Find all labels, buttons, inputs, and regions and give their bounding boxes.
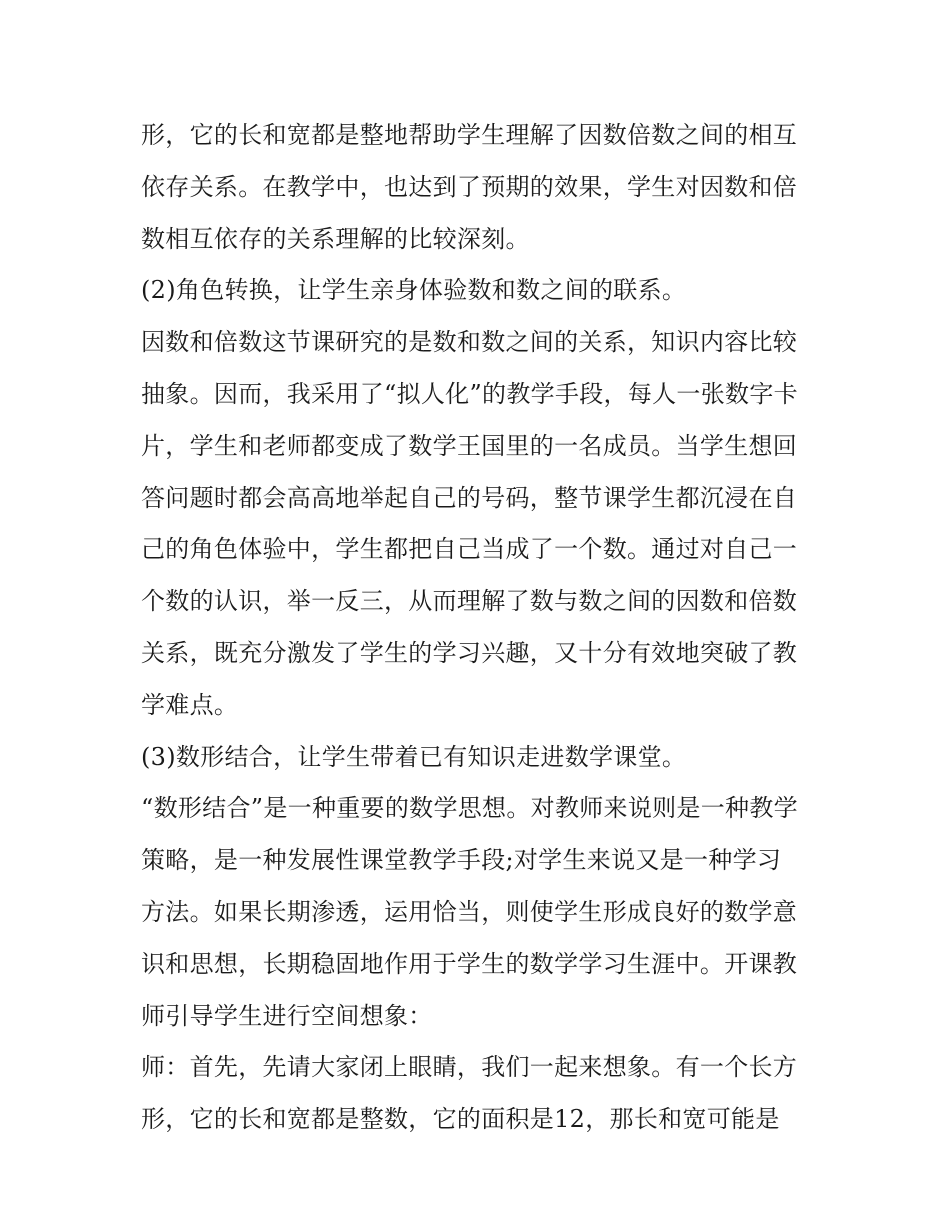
text-line: 个数的认识，举一反三，从而理解了数与数之间的因数和倍数	[141, 587, 798, 616]
text-line: 策略，是一种发展性课堂教学手段;对学生来说又是一种学习	[141, 846, 782, 875]
text-line: “数形结合”是一种重要的数学思想。对教师来说则是一种教学	[141, 794, 798, 823]
text-line: 学难点。	[141, 690, 239, 719]
text-line: 数相互依存的关系理解的比较深刻。	[141, 224, 530, 253]
text-line: 关系，既充分激发了学生的学习兴趣，又十分有效地突破了教	[141, 638, 798, 667]
text-line: 因数和倍数这节课研究的是数和数之间的关系，知识内容比较	[141, 328, 798, 357]
body-text	[141, 110, 821, 1146]
text-line: 答问题时都会高高地举起自己的号码，整节课学生都沉浸在自	[141, 483, 798, 512]
text-line: 形，它的长和宽都是整数，它的面积是12，那长和宽可能是	[141, 1105, 780, 1134]
text-line: 形，它的长和宽都是整地帮助学生理解了因数倍数之间的相互	[141, 121, 798, 149]
text-line: 己的角色体验中，学生都把自己当成了一个数。通过对自己一	[141, 535, 798, 564]
text-line: 抽象。因而，我采用了“拟人化”的教学手段，每人一张数字卡	[141, 379, 798, 408]
text-line: 师：首先，先请大家闭上眼睛，我们一起来想象。有一个长方	[141, 1053, 798, 1082]
section-heading: (2)角色转换，让学生亲身体验数和数之间的联系。	[141, 276, 687, 305]
section-heading: (3)数形结合，让学生带着已有知识走进数学课堂。	[141, 742, 687, 771]
text-line: 师引导学生进行空间想象：	[141, 1001, 433, 1030]
text-line: 识和思想，长期稳固地作用于学生的数学学习生涯中。开课教	[141, 949, 798, 978]
text-line: 依存关系。在教学中，也达到了预期的效果，学生对因数和倍	[141, 172, 798, 201]
text-line: 方法。如果长期渗透，运用恰当，则使学生形成良好的数学意	[141, 897, 798, 926]
text-line: 片，学生和老师都变成了数学王国里的一名成员。当学生想回	[141, 431, 798, 460]
